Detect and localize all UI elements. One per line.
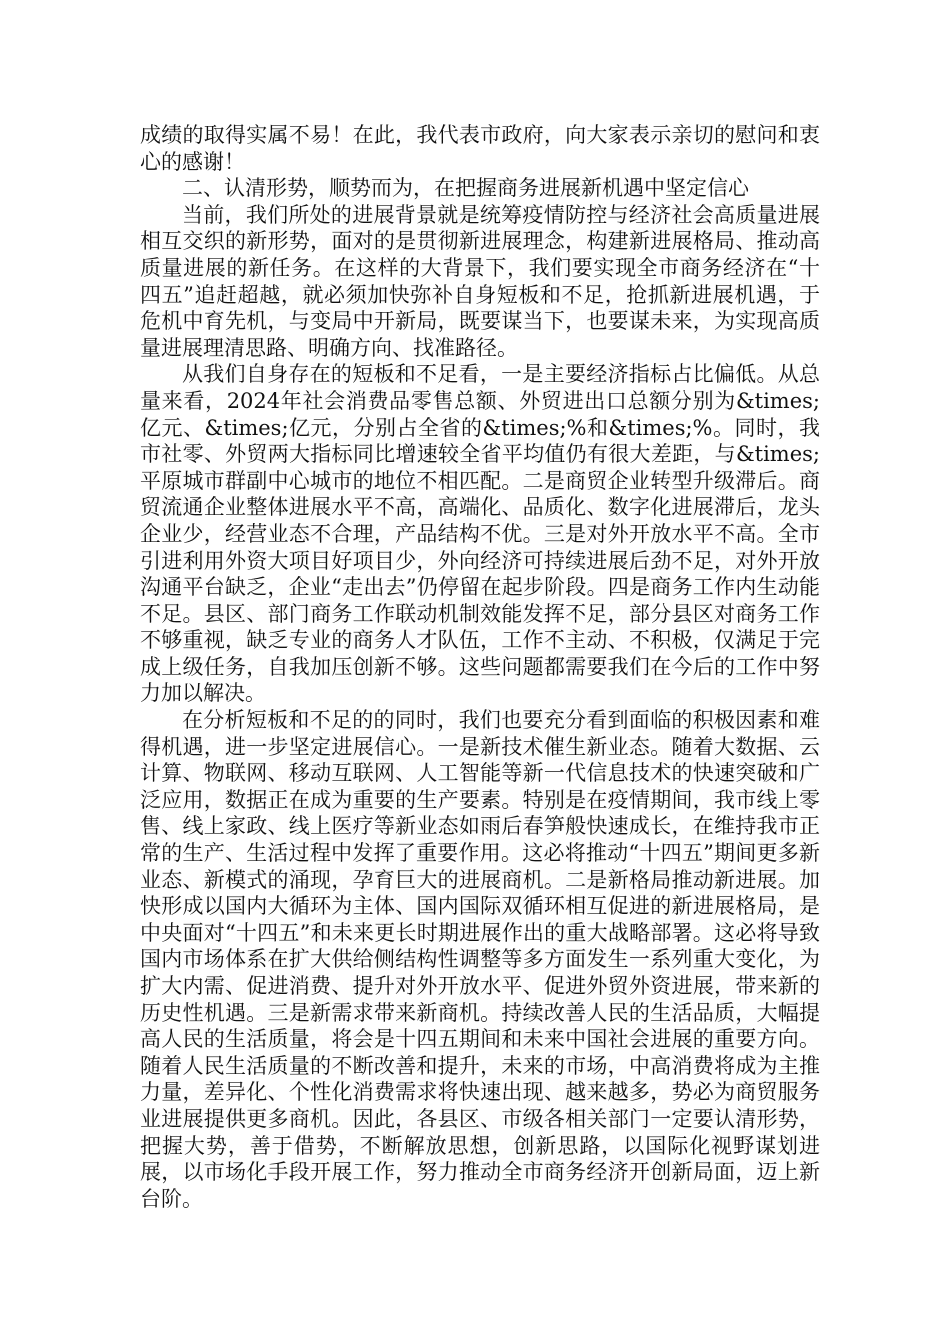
- section-heading: 二、认清形势，顺势而为，在把握商务进展新机遇中坚定信心: [182, 176, 749, 201]
- paragraph-continuation: 成绩的取得实属不易！在此，我代表市政府，向大家表示亲切的慰问和衷心的感谢！: [140, 123, 820, 174]
- paragraph-opportunities: 在分析短板和不足的的同时，我们也要充分看到面临的积极因素和难得机遇，进一步坚定进展信心。一是新技术催生新业态。随着大数据、云计算、物联网、移动互联网、人工智能等新一代信息技术的快速突破和广泛应用，数据正在成为重要的生产要素。特别是在疫情期间，我市线上零售、线上家政、线上医疗等新业态如雨后春笋般快速成长，在维持我市正常的生产、生活过程中发挥了重要作用。这必将推动“十四五”期间更多新业态、新模式的涌现，孕育巨大的进展商机。二是新格局推动新进展。加快形成以国内大循环为主体、国内国际双循环相互促进的新进展格局，是中央面对“十四五”和未来更长时期进展作出的重大战略部署。这必将导致国内市场体系在扩大供给侧结构性调整等多方面发生一系列重大变化，为扩大内需、促进消费、提升对外开放水平、促进外贸外资进展，带来新的历史性机遇。三是新需求带来新商机。持续改善人民的生活品质，大幅提高人民的生活质量，将会是十四五期间和未来中国社会进展的重要方向。随着人民生活质量的不断改善和提升，未来的市场，中高消费将成为主推力量，差异化、个性化消费需求将快速出现、越来越多，势必为商贸服务业进展提供更多商机。因此，各县区、市级各相关部门一定要认清形势，把握大势，善于借势，不断解放思想，创新思路，以国际化视野谋划进展，以市场化手段开展工作，努力推动全市商务经济开创新局面，迈上新台阶。: [140, 708, 820, 1211]
- document-body: [140, 122, 820, 1212]
- paragraph-current-situation: 当前，我们所处的进展背景就是统筹疫情防控与经济社会高质量进展相互交织的新形势，面对的是贯彻新进展理念，构建新进展格局、推动高质量进展的新任务。在这样的大背景下，我们要实现全市商务经济在“十四五”追赶超越，就必须加快弥补自身短板和不足，抢抓新进展机遇，于危机中育先机，与变局中开新局，既要谋当下，也要谋未来，为实现高质量进展理清思路、明确方向、找准路径。: [140, 202, 820, 360]
- paragraph-shortcomings: 从我们自身存在的短板和不足看，一是主要经济指标占比偏低。从总量来看，2024年社会消费品零售总额、外贸进出口总额分别为&times;亿元、&times;亿元，分别占全省的&times;%和&times;%。同时，我市社零、外贸两大指标同比增速较全省平均值仍有很大差距，与&times;平原城市群副中心城市的地位不相匹配。二是商贸企业转型升级滞后。商贸流通企业整体进展水平不高，高端化、品质化、数字化进展滞后，龙头企业少，经营业态不合理，产品结构不优。三是对外开放水平不高。全市引进利用外资大项目好项目少，外向经济可持续进展后劲不足，对外开放沟通平台缺乏，企业“走出去”仍停留在起步阶段。四是商务工作内生动能不足。县区、部门商务工作联动机制效能发挥不足，部分县区对商务工作不够重视，缺乏专业的商务人才队伍，工作不主动、不积极，仅满足于完成上级任务，自我加压创新不够。这些问题都需要我们在今后的工作中努力加以解决。: [140, 362, 820, 706]
